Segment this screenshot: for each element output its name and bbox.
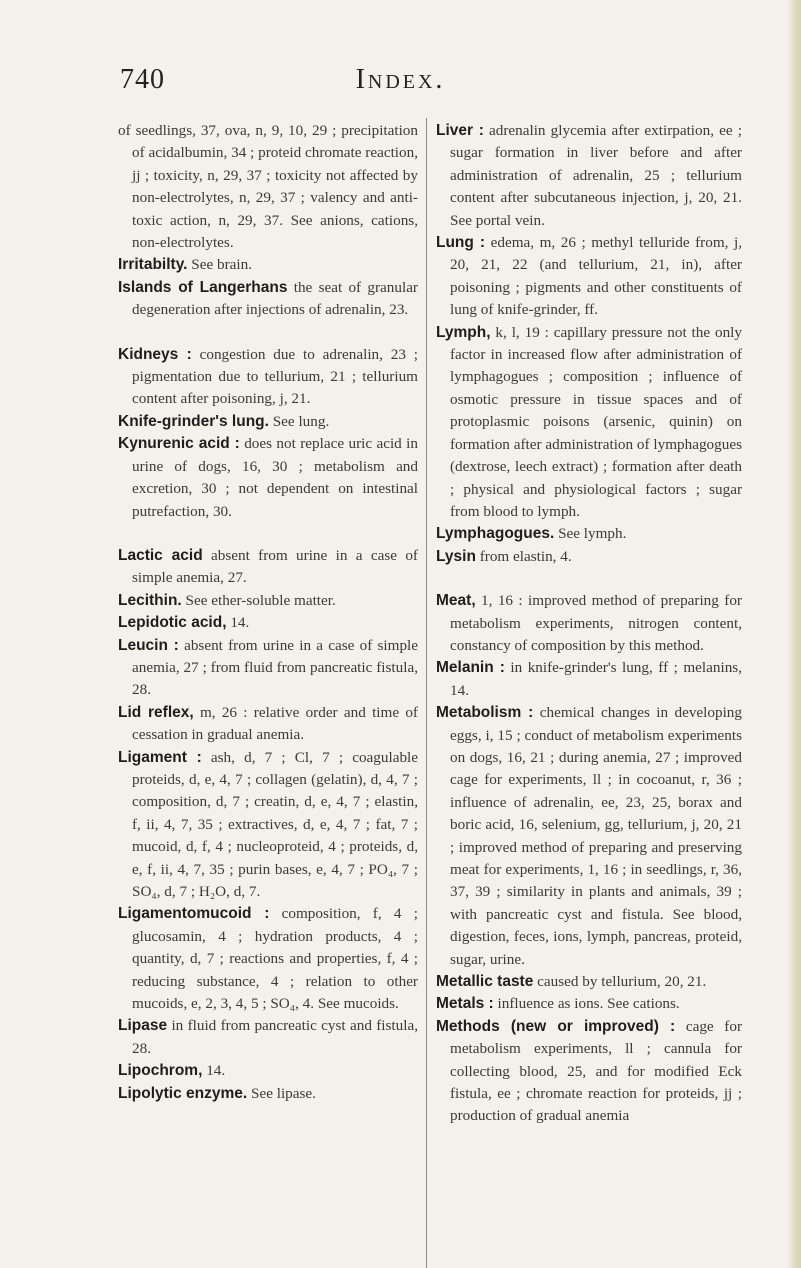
entry-headword: Knife-grinder's lung. (118, 412, 269, 430)
entry-text: caused by tellurium, 20, 21. (533, 973, 707, 991)
column-divider (426, 118, 427, 1268)
entry-text: absent from urine in a case of simple anemia, 27. (132, 546, 418, 587)
entry-text: See lung. (268, 412, 330, 430)
entry-text: composition, f, 4 ; glucosamin, 4 ; hydration products, 4 ; quantity, d, 7 ; reactions and properties, f, 4 ; reducing substance, 4 ; relation to other mucoids, e, 2, 3, 4, 5 ; SO₄, 4. See mucoids. (132, 905, 418, 1013)
entry-headword: Melanin : (436, 659, 505, 677)
index-entry (436, 322, 742, 524)
entry-headword: Irritabilty. (118, 256, 188, 274)
entry-text: the seat of granular degeneration after injections of adrenalin, 23. (132, 278, 418, 319)
index-entry (118, 1083, 418, 1105)
index-entry (436, 1016, 742, 1128)
entry-headword: Leucin : (118, 636, 179, 654)
index-entry (118, 612, 418, 634)
entry-headword: Lid reflex, (118, 703, 194, 721)
entry-text: of seedlings, 37, ova, n, 9, 10, 29 ; precipitation of acidalbumin, 34 ; proteid chromate reaction, jj ; toxicity, n, 29, 37 ; toxicity not affected by non-electrolytes, n, 29, 37 ; valency and anti-toxic action, n, 29, 37. See anions, cations, non-electrolytes. (118, 122, 418, 252)
entry-text: See lymph. (554, 525, 627, 543)
index-entry (436, 120, 742, 232)
entry-headword: Lepidotic acid, (118, 614, 227, 632)
index-entry (118, 120, 418, 254)
index-entry (118, 903, 418, 1015)
index-entry (118, 545, 418, 590)
entry-headword: Metabolism : (436, 704, 534, 722)
index-entry (118, 344, 418, 411)
entry-headword: Methods (new or improved) : (436, 1017, 676, 1035)
index-entry (436, 590, 742, 657)
entry-gap (436, 568, 742, 590)
index-entry (436, 657, 742, 702)
index-entry (436, 546, 742, 568)
index-entry (118, 433, 418, 523)
index-entry (118, 277, 418, 322)
entry-headword: Lecithin. (118, 591, 182, 609)
index-entry (436, 702, 742, 971)
entry-headword: Liver : (436, 122, 484, 139)
entry-text: influence as ions. See cations. (493, 995, 680, 1013)
entry-text: 14. (202, 1062, 226, 1080)
entry-headword: Lipolytic enzyme. (118, 1084, 248, 1102)
entry-headword: Metals : (436, 995, 494, 1013)
entry-text: from elastin, 4. (475, 547, 572, 565)
entry-headword: Metallic taste (436, 973, 534, 991)
index-entry (118, 590, 418, 612)
entry-text: m, 26 : relative order and time of cessation in gradual anemia. (132, 703, 418, 744)
entry-text: edema, m, 26 ; methyl telluride from, j, 20, 21, 22 (and tellurium, 21, in), after poisoning ; pigments and other constituents of lung of knife-grinder, ff. (450, 234, 742, 319)
entry-text: in fluid from pancreatic cyst and fistula, 28. (132, 1017, 418, 1057)
entry-headword: Lysin (436, 547, 476, 565)
entry-headword: Lipase (118, 1017, 168, 1035)
entry-text: ash, d, 7 ; Cl, 7 ; coagulable proteids, d, e, 4, 7 ; collagen (gelatin), d, 4, 7 ; composition, d, 7 ; creatin, d, e, 4, 7 ; elastin, f, ii, 4, 7, 35 ; extractives, d, e, 4, 7 ; fat, 7 ; mucoid, d, f, 4 ; nucleoproteid, 4 ; proteids, d, e, f, ii, 4, 7, 35 ; purin bases, e, 4, 7 ; PO₄, 7 ; SO₄, d, 7 ; H₂O, d, 7. (132, 748, 418, 900)
entry-headword: Lymph, (436, 323, 491, 341)
page-number: 740 (120, 64, 165, 95)
entry-text: k, l, 19 : capillary pressure not the only factor in increased flow after administration of lymphagogues ; composition ; influence of osmotic pressure in tissue spaces and of protoplasmic poisons (arsenic, quinin) on formation after administration of lymphagogues (dextrose, leech extract) ; formation after death ; physical and physiological factors ; sugar from blood to lymph. (450, 323, 742, 520)
entry-gap (118, 322, 418, 344)
page-header (0, 64, 801, 108)
index-entry (118, 635, 418, 702)
entry-text: chemical changes in developing eggs, i, 15 ; conduct of metabolism experiments on dogs, 16, 21 ; during anemia, 27 ; improved cage for experiments, ll ; in cocoanut, r, 36 ; influence of adrenalin, ee, 23, 25, borax and boric acid, 16, selenium, gg, tellurium, j, 20, 21 ; improved method of preparing and preserving meat for experiments, 1, 16 ; in seedlings, r, 36, 37, 39 ; similarity in plants and animals, 39 ; with pancreatic cyst and fistula. See blood, digestion, feces, ions, lymph, pancreas, proteid, sugar, urine. (450, 704, 742, 968)
entry-headword: Lung : (436, 234, 486, 252)
entry-headword: Kidneys : (118, 345, 192, 363)
index-entry (118, 1060, 418, 1082)
index-entry (436, 993, 742, 1015)
index-entry (118, 1015, 418, 1060)
entry-text: absent from urine in a case of simple anemia, 27 ; from fluid from pancreatic fistula, 28. (132, 636, 419, 699)
entry-headword: Ligamentomucoid : (118, 905, 270, 923)
index-entry (436, 232, 742, 322)
entry-text: 1, 16 : improved method of preparing for metabolism experiments, nitrogen content, constancy of composition by this method. (450, 592, 742, 654)
entry-text: See ether-soluble matter. (181, 591, 336, 609)
entry-headword: Islands of Langerhans (118, 278, 288, 296)
entry-text: does not replace uric acid in urine of dogs, 16, 30 ; metabolism and excretion, 30 ; not dependent on intestinal putrefaction, 30. (132, 435, 418, 520)
entry-text: in knife-grinder's lung, ff ; melanins, 14. (450, 659, 742, 699)
page-edge-shadow (787, 0, 801, 1268)
entry-headword: Lipochrom, (118, 1062, 203, 1080)
entry-text: 14. (226, 614, 250, 632)
entry-headword: Lactic acid (118, 546, 203, 564)
entry-text: See brain. (187, 256, 253, 274)
right-column (436, 120, 742, 1128)
index-entry (118, 747, 418, 904)
entry-gap (118, 523, 418, 545)
index-entry (118, 702, 418, 747)
entry-headword: Ligament : (118, 748, 202, 766)
index-entry (436, 971, 742, 993)
entry-text: adrenalin glycemia after extirpation, ee ; sugar formation in liver before and after administration of adrenalin, 25 ; tellurium content after subcutaneous injection, j, 20, 21. See portal vein. (450, 122, 743, 229)
index-entry (118, 411, 418, 433)
index-entry (118, 254, 418, 276)
entry-headword: Meat, (436, 592, 476, 610)
index-entry (436, 523, 742, 545)
running-title: Index. (355, 64, 446, 95)
entry-text: congestion due to adrenalin, 23 ; pigmentation due to tellurium, 21 ; tellurium content after poisoning, j, 21. (132, 345, 418, 408)
entry-headword: Kynurenic acid : (118, 435, 240, 453)
entry-text: cage for metabolism experiments, ll ; cannula for collecting blood, 25, and for modified Eck fistula, ee ; chromate reaction for proteids, jj ; production of gradual anemia (450, 1017, 742, 1125)
entry-headword: Lymphagogues. (436, 525, 555, 543)
entry-text: See lipase. (247, 1084, 316, 1102)
left-column (118, 120, 418, 1105)
